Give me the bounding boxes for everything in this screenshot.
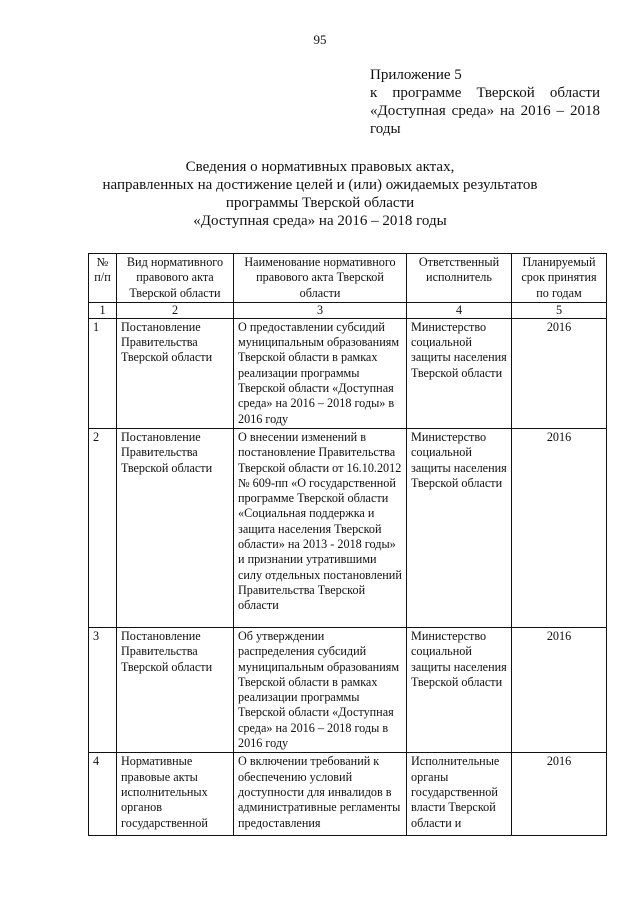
row-number: 4 <box>89 753 117 836</box>
table-row <box>89 318 607 428</box>
table-header-row <box>89 254 607 303</box>
title-line-2: направленных на достижение целей и (или) ожидаемых результатов <box>102 177 538 193</box>
column-number: 3 <box>234 302 407 318</box>
row-number: 1 <box>89 318 117 428</box>
title-line-3: программы Тверской области <box>225 195 415 211</box>
appendix-line-4: годы <box>370 121 401 137</box>
row-act-name: Об утверждении распределения субсидий муниципальным образованиям Тверской области в рамках реализации программы Тверской области «Доступная среда» на 2016 – 2018 годы в 2016 году <box>234 627 407 752</box>
column-number: 1 <box>89 302 117 318</box>
row-act-type: Постановление Правительства Тверской области <box>117 627 234 752</box>
row-executor: Исполнительные органы государственной власти Тверской области и <box>407 753 512 836</box>
title-line-4: «Доступная среда» на 2016 – 2018 годы <box>193 213 447 229</box>
header-executor: Ответственный исполнитель <box>407 254 512 303</box>
appendix-line-3: «Доступная среда» на 2016 – 2018 <box>370 103 600 119</box>
row-number: 2 <box>89 428 117 627</box>
header-number: № п/п <box>89 254 117 303</box>
row-act-type: Постановление Правительства Тверской области <box>117 318 234 428</box>
row-year: 2016 <box>512 753 607 836</box>
row-year: 2016 <box>512 428 607 627</box>
row-executor: Министерство социальной защиты населения Тверской области <box>407 627 512 752</box>
row-executor: Министерство социальной защиты населения Тверской области <box>407 318 512 428</box>
row-year: 2016 <box>512 627 607 752</box>
header-act-name: Наименование нормативного правового акта Тверской области <box>234 254 407 303</box>
row-act-name: О предоставлении субсидий муниципальным образованиям Тверской области в рамках реализации программы Тверской области «Доступная среда» на 2016 – 2018 годы» в 2016 году <box>234 318 407 428</box>
page-number: 95 <box>313 32 327 47</box>
row-act-name: О внесении изменений в постановление Правительства Тверской области от 16.10.2012 № 609-пп «О государственной программе Тверской области «Социальная поддержка и защита населения Тверской области» на 2013 - 2018 годы» и признании утратившими силу отдельных постановлений Правительства Тверской области <box>234 428 407 627</box>
document-title <box>0 158 640 230</box>
header-act-type: Вид нормативного правового акта Тверской области <box>117 254 234 303</box>
table-row <box>89 627 607 752</box>
row-act-type: Постановление Правительства Тверской области <box>117 428 234 627</box>
appendix-line-1: Приложение 5 <box>370 67 462 83</box>
column-number: 2 <box>117 302 234 318</box>
normative-acts-table <box>88 253 607 836</box>
row-year: 2016 <box>512 318 607 428</box>
table-row <box>89 753 607 836</box>
row-act-name: О включении требований к обеспечению условий доступности для инвалидов в административные регламенты предоставления <box>234 753 407 836</box>
table-row <box>89 428 607 627</box>
header-planned-year: Планируемый срок принятия по годам <box>512 254 607 303</box>
row-number: 3 <box>89 627 117 752</box>
column-number: 5 <box>512 302 607 318</box>
appendix-line-2: к программе Тверской области <box>370 85 600 101</box>
row-executor: Министерство социальной защиты населения Тверской области <box>407 428 512 627</box>
row-act-type: Нормативные правовые акты исполнительных органов государственной <box>117 753 234 836</box>
column-number-row <box>89 302 607 318</box>
appendix-header <box>370 66 600 138</box>
column-number: 4 <box>407 302 512 318</box>
title-line-1: Сведения о нормативных правовых актах, <box>185 159 455 175</box>
